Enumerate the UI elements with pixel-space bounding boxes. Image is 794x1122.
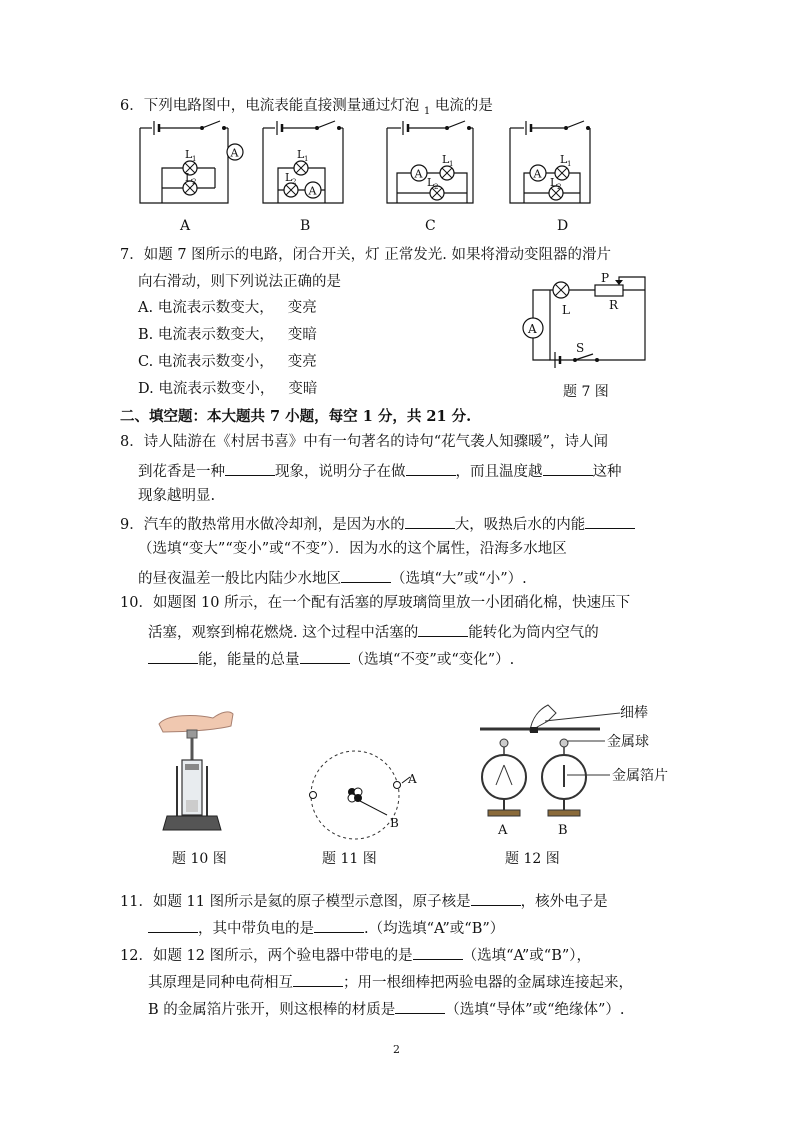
q12-text-d: ；用一根细棒把两验电器的金属球连接起来， (343, 975, 633, 991)
q10-text-c: 能，能量的总量 (198, 652, 300, 668)
q7-label-r: R (609, 298, 619, 312)
q8-line2 (138, 459, 622, 482)
q9-text-b: 大，吸热后水的内能 (454, 517, 586, 533)
q10-blank-3[interactable] (300, 647, 350, 664)
q10-line3 (148, 647, 514, 670)
q9-line1 (120, 512, 635, 535)
svg-text:1: 1 (192, 155, 197, 163)
svg-text:L: L (285, 171, 293, 184)
svg-text:2: 2 (292, 178, 297, 186)
fig11-atom-model (305, 745, 425, 835)
q7-label-p: P (601, 271, 610, 285)
q11-line2 (148, 916, 504, 939)
q10-blank-1[interactable] (418, 620, 468, 637)
q12-text-a: 12．如题 12 图所示，两个验电器中带电的是 (120, 948, 413, 964)
q7-option-d-lamp: 变暗 (288, 381, 318, 397)
svg-text:A: A (230, 146, 239, 160)
q7-label-l: L (562, 303, 570, 317)
page-number: 2 (393, 1043, 400, 1056)
q7-line2: 向右滑动，则下列说法正确的是 (138, 274, 341, 290)
q9-blank-2[interactable] (585, 512, 635, 529)
svg-text:2: 2 (192, 178, 197, 186)
fig12-label-a: A (498, 823, 508, 838)
q12-text-b: （选填“A”或“B”）， (462, 948, 592, 964)
svg-text:L: L (442, 153, 450, 166)
q9-text-a: 9．汽车的散热常用水做冷却剂，是因为水的 (120, 517, 405, 533)
q7-option-c-lamp: 变亮 (287, 354, 317, 370)
svg-text:2: 2 (557, 183, 562, 191)
section-2-heading: 二、填空题：本大题共 7 小题，每空 1 分，共 21 分. (120, 408, 472, 425)
q7-option-d-text: D. 电流表示数变小， (138, 381, 275, 397)
svg-text:1: 1 (449, 160, 454, 168)
q6-stem-prefix: 6．下列电路图中，电流表能直接测量通过灯泡 (120, 98, 420, 114)
q8-line3: 现象越明显. (138, 488, 216, 504)
q12-line2 (148, 970, 633, 993)
svg-text:1: 1 (567, 160, 572, 168)
svg-text:L: L (560, 153, 568, 166)
fig12-label-b: B (558, 823, 568, 838)
q12-blank-2[interactable] (293, 970, 343, 987)
fig10-piston-apparatus (155, 710, 245, 835)
q10-text-d: （选填“不变”或“变化”）. (349, 652, 515, 668)
q10-blank-2[interactable] (148, 647, 198, 664)
q7-line1: 7．如题 7 图所示的电路，闭合开关，灯 正常发光. 如果将滑动变阻器的滑片 (120, 247, 611, 263)
q7-option-d (138, 379, 317, 399)
fig10-caption: 题 10 图 (172, 851, 227, 867)
circuit-a (140, 121, 243, 203)
q6-option-a: A (180, 218, 191, 234)
q7-label-a: A (528, 322, 537, 336)
q11-text-c: ，其中带负电的是 (198, 921, 314, 937)
q6-option-d: D (557, 218, 569, 234)
svg-text:A: A (414, 167, 423, 181)
q11-text-a: 11．如题 11 图所示是氦的原子模型示意图，原子核是 (120, 894, 471, 910)
q8-blank-3[interactable] (543, 459, 593, 476)
q8-blank-1[interactable] (225, 459, 275, 476)
svg-text:L: L (550, 176, 558, 189)
q6-option-c: C (425, 218, 436, 234)
svg-text:L: L (297, 148, 305, 161)
q12-line3 (148, 997, 625, 1020)
q7-option-c (138, 352, 317, 372)
q8-text-a: 到花香是一种 (138, 464, 225, 480)
q8-text-d: 这种 (592, 464, 622, 480)
q11-text-d: .（均选填“A”或“B”） (364, 921, 505, 937)
q9-blank-3[interactable] (341, 566, 391, 583)
q7-option-a (138, 298, 317, 318)
q6-circuit-diagrams (130, 118, 610, 218)
q12-text-e: B 的金属箔片张开，则这根棒的材质是 (148, 1002, 396, 1018)
fig12-label-rod: 细棒 (620, 705, 648, 721)
q12-text-c: 其原理是同种电荷相互 (148, 975, 293, 991)
q11-line1 (120, 889, 608, 912)
fig12-label-foil: 金属箔片 (612, 768, 668, 784)
q11-blank-3[interactable] (314, 916, 364, 933)
q11-blank-1[interactable] (471, 889, 521, 906)
q7-figure-caption: 题 7 图 (563, 384, 609, 400)
q11-blank-2[interactable] (148, 916, 198, 933)
fig11-caption: 题 11 图 (322, 851, 377, 867)
q9-blank-1[interactable] (405, 512, 455, 529)
q9-line2: （选填“变大”“变小”或“不变”）．因为水的这个属性，沿海多水地区 (138, 541, 567, 557)
circuit-b (263, 121, 343, 203)
q6-option-b: B (300, 218, 311, 234)
circuit-d (510, 121, 590, 203)
q8-text-b: 现象，说明分子在做 (275, 464, 406, 480)
q12-line1 (120, 943, 591, 966)
q7-option-b-lamp: 变暗 (287, 327, 317, 343)
fig11-label-b: B (390, 816, 399, 830)
svg-text:1: 1 (304, 155, 309, 163)
q8-text-c: ，而且温度越 (455, 464, 543, 480)
q8-line1: 8．诗人陆游在《村居书喜》中有一句著名的诗句“花气袭人知骤暖”，诗人闻 (120, 434, 609, 450)
q7-option-c-text: C. 电流表示数变小， (138, 354, 274, 370)
q10-text-b: 能转化为筒内空气的 (468, 625, 599, 641)
q6-stem-sub: 1 (423, 105, 431, 117)
circuit-c (387, 121, 473, 203)
q9-text-d: （选填“大”或“小”）. (391, 571, 527, 587)
q10-text-a: 活塞，观察到棉花燃烧. 这个过程中活塞的 (148, 625, 419, 641)
q7-option-b-text: B. 电流表示数变大， (138, 327, 274, 343)
q11-text-b: ，核外电子是 (520, 894, 608, 910)
q7-circuit-figure (515, 272, 655, 377)
svg-text:L: L (185, 148, 193, 161)
q12-text-f: （选填“导体”或“绝缘体”）. (445, 1002, 625, 1018)
q7-option-a-text: A. 电流表示数变大， (138, 300, 274, 316)
svg-text:L: L (185, 171, 193, 184)
q10-line1: 10．如题图 10 所示，在一个配有活塞的厚玻璃筒里放一小团硝化棉，快速压下 (120, 595, 631, 611)
q8-blank-2[interactable] (406, 459, 456, 476)
q7-label-s: S (576, 341, 585, 355)
fig11-label-a: A (408, 772, 417, 786)
q12-blank-3[interactable] (395, 997, 445, 1014)
svg-text:A: A (533, 167, 542, 181)
q7-option-a-lamp: 变亮 (287, 300, 317, 316)
q10-line2 (148, 620, 599, 643)
q7-option-b (138, 325, 317, 345)
svg-text:L: L (427, 176, 435, 189)
fig12-electroscopes (470, 695, 700, 840)
fig12-caption: 题 12 图 (505, 851, 560, 867)
svg-text:A: A (308, 184, 317, 198)
svg-text:2: 2 (434, 183, 439, 191)
q9-text-c: 的昼夜温差一般比内陆少水地区 (138, 571, 341, 587)
fig12-label-ball: 金属球 (607, 734, 649, 750)
q6-stem-suffix: 电流的是 (434, 98, 493, 114)
q9-line3 (138, 566, 527, 589)
q12-blank-1[interactable] (413, 943, 463, 960)
